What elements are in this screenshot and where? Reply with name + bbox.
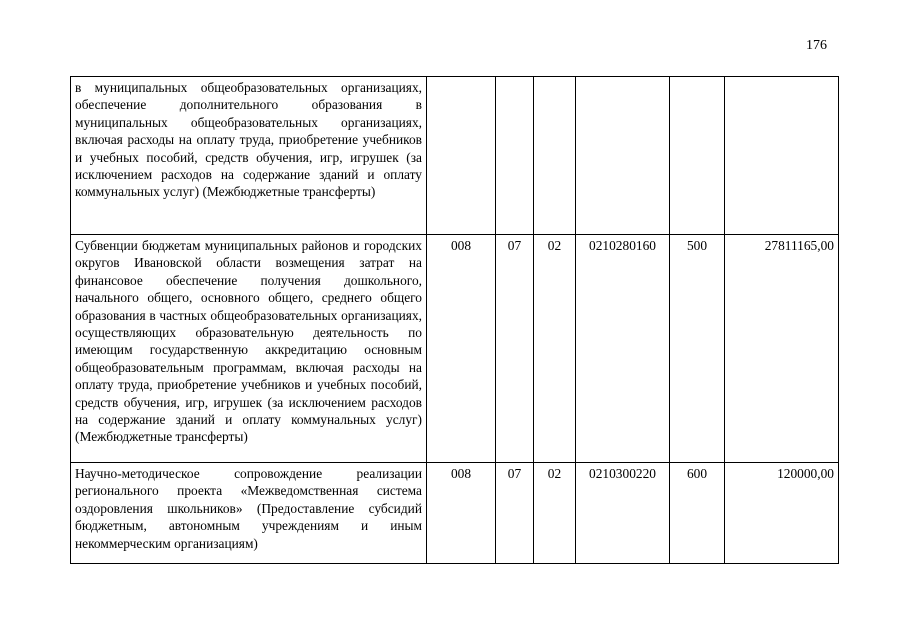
target-article-cell bbox=[576, 77, 670, 235]
subsection-code-cell: 02 bbox=[534, 235, 576, 463]
expense-type-cell bbox=[670, 77, 725, 235]
table-row bbox=[71, 77, 839, 235]
description-cell: Субвенции бюджетам муниципальных районов и городских округов Ивановской области возмещения затрат на финансовое обеспечение получения дошкольного, начального общего, основного общего, среднего общего образования в частных общеобразовательных организациях, осуществляющих образовательную деятельность по имеющим государственную аккредитацию основным общеобразовательным программам, включая расходы на оплату труда, приобретение учебников и учебных пособий, средств обучения, игр, игрушек (за исключением расходов на содержание зданий и оплату коммунальных услуг) (Межбюджетные трансферты) bbox=[71, 235, 427, 463]
page-number: 176 bbox=[806, 38, 827, 53]
description-cell: в муниципальных общеобразовательных организациях, обеспечение дополнительного образования в муниципальных общеобразовательных организациях, включая расходы на оплату труда, приобретение учебников и учебных пособий, средств обучения, игр, игрушек (за исключением расходов на содержание зданий и оплату коммунальных услуг) (Межбюджетные трансферты) bbox=[71, 77, 427, 235]
expense-type-cell: 600 bbox=[670, 463, 725, 564]
amount-cell: 120000,00 bbox=[725, 463, 839, 564]
expense-type-cell: 500 bbox=[670, 235, 725, 463]
ministry-code-cell bbox=[427, 77, 496, 235]
target-article-cell: 0210280160 bbox=[576, 235, 670, 463]
table-row bbox=[71, 463, 839, 564]
amount-cell bbox=[725, 77, 839, 235]
target-article-cell: 0210300220 bbox=[576, 463, 670, 564]
description-cell: Научно-методическое сопровождение реализации регионального проекта «Межведомственная система оздоровления школьников» (Предоставление субсидий бюджетным, автономным учреждениям и иным некоммерческим организациям) bbox=[71, 463, 427, 564]
section-code-cell: 07 bbox=[496, 463, 534, 564]
budget-table bbox=[70, 76, 839, 564]
ministry-code-cell: 008 bbox=[427, 235, 496, 463]
amount-cell: 27811165,00 bbox=[725, 235, 839, 463]
table-row bbox=[71, 235, 839, 463]
subsection-code-cell: 02 bbox=[534, 463, 576, 564]
ministry-code-cell: 008 bbox=[427, 463, 496, 564]
section-code-cell: 07 bbox=[496, 235, 534, 463]
section-code-cell bbox=[496, 77, 534, 235]
subsection-code-cell bbox=[534, 77, 576, 235]
